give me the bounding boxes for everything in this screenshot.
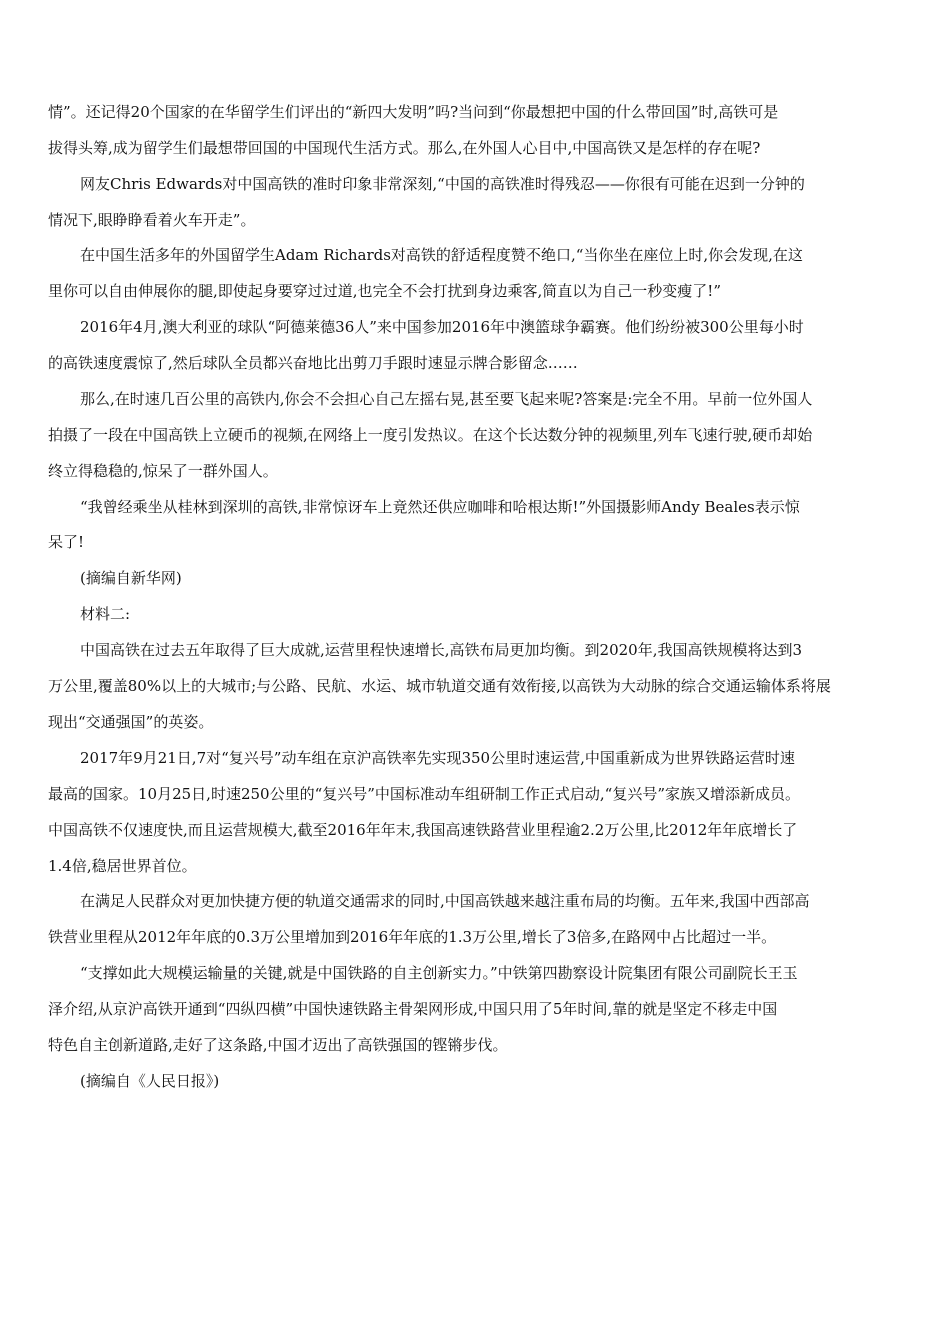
text-line: 中国高铁在过去五年取得了巨大成就,运营里程快速增长,高铁布局更加均衡。到2020年,我国高铁规模将达到3 <box>80 641 803 659</box>
text-line: 2016年4月,澳大利亚的球队“阿德莱德36人”来中国参加2016年中澳篮球争霸赛。他们纷纷被300公里每小时 <box>80 318 804 336</box>
text-line: 拔得头筹,成为留学生们最想带回国的中国现代生活方式。那么,在外国人心目中,中国高铁又是怎样的存在呢? <box>48 139 761 157</box>
text-line: 网友Chris Edwards对中国高铁的准时印象非常深刻,“中国的高铁准时得残忍——你很有可能在迟到一分钟的 <box>80 175 805 193</box>
text-line: 情况下,眼睁睁看着火车开走”。 <box>48 211 256 229</box>
text-line: 特色自主创新道路,走好了这条路,中国才迈出了高铁强国的铿锵步伐。 <box>48 1036 508 1054</box>
text-line: 在中国生活多年的外国留学生Adam Richards对高铁的舒适程度赞不绝口,“当你坐在座位上时,你会发现,在这 <box>80 246 803 264</box>
text-line: 拍摄了一段在中国高铁上立硬币的视频,在网络上一度引发热议。在这个长达数分钟的视频里,列车飞速行驶,硬币却始 <box>48 426 813 444</box>
text-line: 最高的国家。10月25日,时速250公里的“复兴号”中国标准动车组研制工作正式启动,“复兴号”家族又增添新成员。 <box>48 785 801 803</box>
text-line: “支撑如此大规模运输量的关键,就是中国铁路的自主创新实力。”中铁第四勘察设计院集团有限公司副院长王玉 <box>80 964 798 982</box>
text-line: 那么,在时速几百公里的高铁内,你会不会担心自己左摇右晃,甚至要飞起来呢?答案是:完全不用。早前一位外国人 <box>80 390 813 408</box>
text-line: 2017年9月21日,7对“复兴号”动车组在京沪高铁率先实现350公里时速运营,中国重新成为世界铁路运营时速 <box>80 749 795 767</box>
source-citation: (摘编自《人民日报》) <box>80 1072 220 1090</box>
text-line: 现出“交通强国”的英姿。 <box>48 713 214 731</box>
text-line: 呆了! <box>48 533 85 551</box>
text-line: 的高铁速度震惊了,然后球队全员都兴奋地比出剪刀手跟时速显示牌合影留念…… <box>48 354 578 372</box>
text-line: 万公里,覆盖80%以上的大城市;与公路、民航、水运、城市轨道交通有效衔接,以高铁为大动脉的综合交通运输体系将展 <box>48 677 831 695</box>
text-line: 1.4倍,稳居世界首位。 <box>48 857 197 875</box>
text-line: 中国高铁不仅速度快,而且运营规模大,截至2016年年末,我国高速铁路营业里程逾2.2万公里,比2012年年底增长了 <box>48 821 798 839</box>
text-line: 在满足人民群众对更加快捷方便的轨道交通需求的同时,中国高铁越来越注重布局的均衡。五年来,我国中西部高 <box>80 892 810 910</box>
section-heading: 材料二: <box>80 605 131 623</box>
text-line: 铁营业里程从2012年年底的0.3万公里增加到2016年年底的1.3万公里,增长了3倍多,在路网中占比超过一半。 <box>48 928 777 946</box>
text-line: 情”。还记得20个国家的在华留学生们评出的“新四大发明”吗?当问到“你最想把中国的什么带回国”时,高铁可是 <box>48 103 779 121</box>
text-line: “我曾经乘坐从桂林到深圳的高铁,非常惊讶车上竟然还供应咖啡和哈根达斯!”外国摄影师Andy Beales表示惊 <box>80 498 800 516</box>
text-line: 里你可以自由伸展你的腿,即使起身要穿过过道,也完全不会打扰到身边乘客,简直以为自己一秒变瘦了!” <box>48 282 722 300</box>
text-line: 终立得稳稳的,惊呆了一群外国人。 <box>48 462 278 480</box>
source-citation: (摘编自新华网) <box>80 569 182 587</box>
text-line: 泽介绍,从京沪高铁开通到“四纵四横”中国快速铁路主骨架网形成,中国只用了5年时间,靠的就是坚定不移走中国 <box>48 1000 778 1018</box>
